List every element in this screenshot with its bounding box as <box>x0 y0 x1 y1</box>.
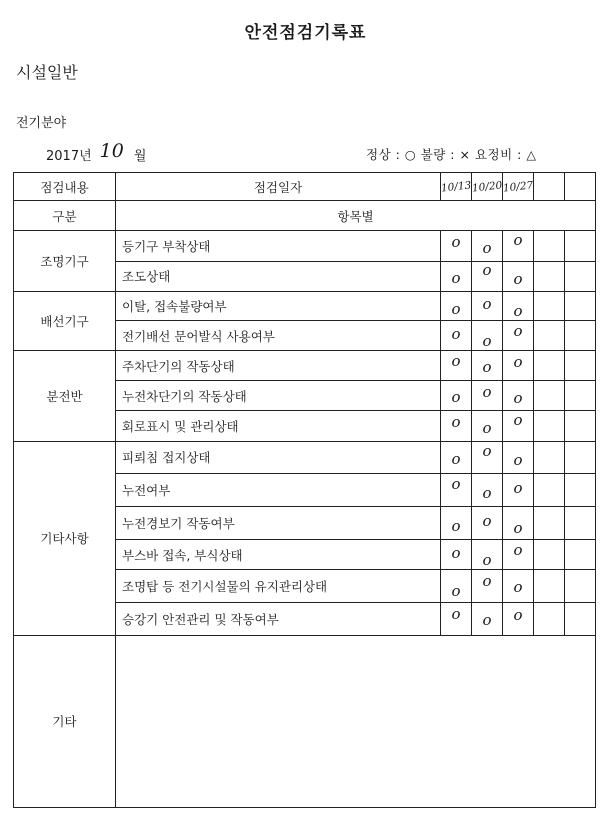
handwritten-mark: o <box>482 261 492 280</box>
check-mark-cell <box>503 351 534 381</box>
check-mark-cell <box>441 540 472 570</box>
handwritten-mark: o <box>513 352 523 371</box>
check-mark-cell <box>441 570 472 602</box>
check-mark-cell <box>441 291 472 320</box>
check-mark-cell <box>503 602 534 635</box>
check-mark-cell <box>472 231 503 261</box>
check-mark-cell <box>503 540 534 570</box>
check-mark-cell <box>565 507 596 540</box>
handwritten-mark: o <box>513 540 523 559</box>
check-mark-cell <box>472 320 503 350</box>
item-label: 전기배선 문어발식 사용여부 <box>116 320 441 350</box>
check-mark-cell <box>441 441 472 473</box>
item-label: 부스바 접속, 부식상태 <box>116 540 441 570</box>
check-mark-cell <box>565 291 596 320</box>
check-mark-cell <box>472 441 503 473</box>
date-line <box>46 140 147 165</box>
item-label: 이탈, 접속불량여부 <box>116 291 441 320</box>
check-mark-cell <box>565 540 596 570</box>
check-mark-cell <box>441 507 472 540</box>
handwritten-mark: o <box>451 351 461 370</box>
check-mark-cell <box>565 320 596 350</box>
month-handwritten: 10 <box>99 140 124 162</box>
check-mark-cell <box>534 351 565 381</box>
check-mark-cell <box>534 291 565 320</box>
item-label: 조도상태 <box>116 261 441 291</box>
check-mark-cell <box>472 507 503 540</box>
date-cell: 10/27 <box>503 173 534 201</box>
handwritten-mark: o <box>482 238 492 257</box>
check-mark-cell <box>534 411 565 441</box>
handwritten-mark: o <box>482 610 492 629</box>
handwritten-mark: o <box>513 301 523 320</box>
item-label: 등기구 부착상태 <box>116 231 441 261</box>
check-mark-cell <box>503 411 534 441</box>
handwritten-mark: o <box>513 321 523 340</box>
item-label: 조명탑 등 전기시설물의 유지관리상태 <box>116 570 441 602</box>
item-label: 누전경보기 작동여부 <box>116 507 441 540</box>
check-mark-cell <box>472 351 503 381</box>
check-mark-cell <box>534 602 565 635</box>
check-mark-cell <box>534 570 565 602</box>
check-mark-cell <box>472 570 503 602</box>
category-cell: 분전반 <box>14 351 116 442</box>
check-mark-cell <box>534 320 565 350</box>
legend: 정상 : ○ 불량 : × 요정비 : △ <box>366 147 537 162</box>
check-mark-cell <box>565 261 596 291</box>
handwritten-mark: o <box>513 578 523 597</box>
check-mark-cell <box>472 381 503 411</box>
category-cell: 기타사항 <box>14 441 116 635</box>
year-label: 2017년 <box>46 149 92 164</box>
handwritten-mark: o <box>451 474 461 493</box>
check-mark-cell <box>565 381 596 411</box>
handwritten-mark: o <box>451 387 461 406</box>
section-heading: 시설일반 <box>16 63 78 82</box>
handwritten-mark: o <box>482 382 492 401</box>
handwritten-mark: o <box>451 413 461 432</box>
date-cell <box>534 173 565 201</box>
handwritten-mark: o <box>513 270 523 289</box>
handwritten-mark: o <box>482 357 492 376</box>
check-mark-cell <box>503 507 534 540</box>
category-cell: 조명기구 <box>14 231 116 291</box>
check-mark-cell <box>441 473 472 506</box>
check-mark-cell <box>565 411 596 441</box>
table-row <box>14 441 596 473</box>
check-mark-cell <box>441 261 472 291</box>
item-label: 회로표시 및 관리상태 <box>116 411 441 441</box>
item-label: 누전여부 <box>116 473 441 506</box>
check-mark-cell <box>503 231 534 261</box>
header-row <box>14 173 596 201</box>
handwritten-mark: o <box>513 230 523 249</box>
handwritten-mark: o <box>451 299 461 318</box>
header-date-label: 점검일자 <box>116 173 441 201</box>
handwritten-mark: o <box>513 411 523 430</box>
handwritten-mark: o <box>513 605 523 624</box>
check-mark-cell <box>441 351 472 381</box>
check-mark-cell <box>472 602 503 635</box>
item-label: 누전차단기의 작동상태 <box>116 381 441 411</box>
check-mark-cell <box>472 540 503 570</box>
check-mark-cell <box>503 441 534 473</box>
date-cell: 10/13 <box>441 173 472 201</box>
field-heading: 전기분야 <box>16 116 67 131</box>
check-mark-cell <box>441 320 472 350</box>
inspection-table <box>13 172 596 808</box>
check-mark-cell <box>534 473 565 506</box>
subheader-category-label: 구분 <box>14 201 116 231</box>
check-mark-cell <box>534 381 565 411</box>
check-mark-cell <box>472 261 503 291</box>
check-mark-cell <box>534 540 565 570</box>
month-unit: 월 <box>133 149 147 164</box>
handwritten-mark: o <box>513 451 523 470</box>
check-mark-cell <box>565 570 596 602</box>
handwritten-mark: o <box>451 543 461 562</box>
handwritten-mark: o <box>482 550 492 569</box>
check-mark-cell <box>472 291 503 320</box>
header-content-label: 점검내용 <box>14 173 116 201</box>
footer-row <box>14 635 596 807</box>
check-mark-cell <box>503 570 534 602</box>
handwritten-mark: o <box>482 512 492 531</box>
check-mark-cell <box>565 441 596 473</box>
check-mark-cell <box>565 602 596 635</box>
handwritten-mark: o <box>451 232 461 251</box>
date-cell <box>565 173 596 201</box>
check-mark-cell <box>503 320 534 350</box>
check-mark-cell <box>472 411 503 441</box>
footer-label: 기타 <box>14 635 116 807</box>
check-mark-cell <box>565 231 596 261</box>
check-mark-cell <box>503 261 534 291</box>
check-mark-cell <box>472 473 503 506</box>
handwritten-mark: o <box>482 442 492 461</box>
handwritten-mark: o <box>482 419 492 438</box>
check-mark-cell <box>534 261 565 291</box>
subheader-row <box>14 201 596 231</box>
handwritten-mark: o <box>451 324 461 343</box>
table-row <box>14 231 596 261</box>
check-mark-cell <box>503 291 534 320</box>
subheader-item-label: 항목별 <box>116 201 596 231</box>
check-mark-cell <box>534 507 565 540</box>
handwritten-mark: o <box>451 517 461 536</box>
check-mark-cell <box>441 602 472 635</box>
handwritten-mark: o <box>513 478 523 497</box>
check-mark-cell <box>503 473 534 506</box>
check-mark-cell <box>534 231 565 261</box>
item-label: 승강기 안전관리 및 작동여부 <box>116 602 441 635</box>
handwritten-mark: o <box>451 604 461 623</box>
table-row <box>14 291 596 320</box>
handwritten-mark: o <box>513 388 523 407</box>
handwritten-mark: o <box>482 572 492 591</box>
category-cell: 배선기구 <box>14 291 116 350</box>
handwritten-mark: o <box>451 269 461 288</box>
item-label: 피뢰침 접지상태 <box>116 441 441 473</box>
handwritten-mark: o <box>451 582 461 601</box>
handwritten-mark: o <box>451 450 461 469</box>
date-cell: 10/20 <box>472 173 503 201</box>
check-mark-cell <box>441 411 472 441</box>
check-mark-cell <box>441 381 472 411</box>
handwritten-mark: o <box>513 519 523 538</box>
check-mark-cell <box>565 473 596 506</box>
document-title: 안전점검기록표 <box>244 23 367 43</box>
check-mark-cell <box>534 441 565 473</box>
check-mark-cell <box>441 231 472 261</box>
check-mark-cell <box>503 381 534 411</box>
table-row <box>14 351 596 381</box>
item-label: 주차단기의 작동상태 <box>116 351 441 381</box>
handwritten-mark: o <box>482 483 492 502</box>
footer-notes-area <box>116 635 596 807</box>
handwritten-mark: o <box>482 331 492 350</box>
handwritten-mark: o <box>482 294 492 313</box>
check-mark-cell <box>565 351 596 381</box>
